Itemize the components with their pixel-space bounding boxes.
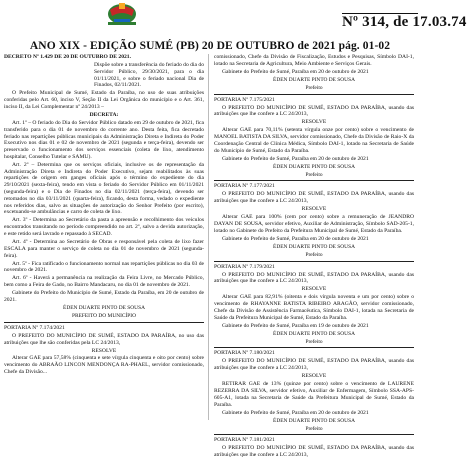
signatory-role: Prefeito [305,171,323,178]
signatory-name: ÉDEN DUARTE PINTO DE SOUSA [273,76,355,83]
continued-text: comissionado, Chefe da Divisão de Fiscalização, Estudos e Pesquisas, Símbolo DAI-1, lotado na Secretaria de Agricultura, Meio Ambiente e Serviços Gerais. [214,54,414,67]
decreto-ementa: Dispõe sobre a transferência do feriado do dia do Servidor Público, 29/30/2021, para o dia 01/11/2021, e sobre o feriado nacional Dia de Finados, 02/11/2021. [94,61,204,89]
gabinete-line: Gabinete do Prefeito de Sumé, Paraíba em 19 de outubro de 2021 [222,322,369,329]
decreta-heading: DECRETA: [89,111,119,118]
portaria-intro: O PREFEITO DO MUNICÍPIO DE SUMÉ, ESTADO DA PARAÍBA, usando das atribuições que lhe confere a LC 24/2013, [214,191,414,205]
portaria-intro: O PREFEITO DO MUNICÍPIO DE SUMÉ, ESTADO DA PARAÍBA, usando das atribuições que lhe confere a LC 24/2013, [214,445,414,459]
signatory-role: Prefeito [305,338,323,345]
signatory-name: ÉDEN DUARTE PINTO DE SOUSA [273,163,355,170]
signatory-name: ÉDEN DUARTE PINTO DE SOUSA [63,304,145,311]
signatory-role: Prefeito [305,251,323,258]
lei-number: Nº 314, de 17.03.74 [342,14,467,30]
decreto-title: DECRETO Nº 1.429 DE 20 DE OUTUBRO DE 2021. [4,54,131,60]
portaria-intro: O PREFEITO DO MUNICÍPIO DE SUMÉ, ESTADO DA PARAÍBA, usando das atribuições que lhe confere a LC 24/2013, [214,104,414,118]
lei-header-rule [342,0,418,14]
gabinete-line: Gabinete do Prefeito de Sumé, Paraíba em 20 de outubro de 2021 [222,68,369,75]
section-rule [4,322,204,323]
section-rule [214,261,414,262]
portaria-body: Alterar GAE para 70,11% (setenta vírgula onze por cento) sobre o vencimento de MANOEL BATISTA DA SILVA, servidor comissionado, Chefe da Divisão de Raio-X da Coordenação Central de Clínica Médica, Símbolo DAI-1, lotado na Secretaria de Saúde do Município de Sumé, Estado da Paraíba. [214,127,414,154]
signatory-name: ÉDEN DUARTE PINTO DE SOUSA [273,417,355,424]
portaria-resolve: RESOLVE [91,347,117,354]
article-4: Art. 4º - Determina ao Secretário de Obras e responsável pela coleta de lixo fazer ESCALA para manter o serviço de coleta no dia 01 de novembro de 2021 (segunda-feira). [4,239,204,259]
portaria-body: Alterar GAE para 100% (cem por cento) sobre a remuneração de JEANDRO DAYAN DE SOUSA, servidor efetivo, Auxiliar de Administração, Símbolo SAD-205-1, lotado no Gabinete do Prefeito da Prefeitura Municipal de Sumé, Estado da Paraíba. [214,214,414,234]
portaria-intro: O PREFEITO DO MUNICÍPIO DE SUMÉ, ESTADO DA PARAÍBA, usando das atribuições que lhe confere a LC 24/2013, [214,358,414,372]
section-rule [214,180,414,181]
portaria-body: Alterar GAE para 82,91% (oitenta e dois vírgula noventa e um por cento) sobre o vencimento de RHAYANNE BATISTA RIBEIRO ARAGÃO, servidor comissionado, Chefe da Divisão de Assistência Farmacêutica, Símbolo DAI-1, lotada na Secretaria de Saúde da Prefeitura Municipal de Sumé, Estado da Paraíba. [214,294,414,321]
column-divider [208,54,209,420]
portaria-resolve: RESOLVE [301,119,327,126]
portaria-title: PORTARIA Nº 7.181/2021 [214,437,275,444]
left-column [4,54,204,377]
section-rule [214,94,414,95]
portaria-title: PORTARIA Nº 7.179/2021 [214,263,275,270]
signatory-name: ÉDEN DUARTE PINTO DE SOUSA [273,243,355,250]
section-rule [214,347,414,348]
article-2: Art. 2º – Determina que os serviços oficiais, inclusive os de representação da Administração Direta e Indireta do Poder Executivo, sejam reabilitados às suas repartições de origem em ganges oficiais após o término do expediente do dia 29/10/2021 (sexta-feira), tendo em vista o feriado do Servidor Público em 01/11/2021 (segunda-feira) e o Dia de Finados no dia 02/11/2021 (terça-feira), devendo ser retomados no dia 03/11/2021 (quarta-feira), ficando, desta forma, vedado o expediente nos referidos dias, salvo as situações de autorização do Senhor Prefeito (por escrito), excetuando-se ambulâncias e carro de coleta de lixo. [4,161,204,216]
masthead [0,0,467,40]
portaria-title: PORTARIA Nº 7.177/2021 [214,183,275,190]
edition-line: ANO XIX - EDIÇÃO SUMÉ (PB) 20 DE OUTUBRO de 2021 pág. 01-02 [29,40,391,52]
signatory-role: Prefeito [305,425,323,432]
portaria-title: PORTARIA Nº 7.174/2021 [4,324,65,331]
municipal-coat-of-arms-logo [104,0,140,26]
article-6: Art. 6º - Haverá a permanência na realização da Feira Livre, no Mercado Público, bem como a Feira de Gado, no Bairro Mandacaru, no dia 01 de novembro de 2021. [4,275,204,289]
portaria-intro: O PREFEITO DO MUNICÍPIO DE SUMÉ, ESTADO DA PARAÍBA, no uso das atribuições que lhe são conferidas pela LC 24/2013, [4,332,204,346]
portaria-title: PORTARIA Nº 7.180/2021 [214,350,275,357]
portaria-resolve: RESOLVE [301,206,327,213]
gabinete-line: Gabinete do Prefeito de Sumé, Paraíba em 20 de outubro de 2021 [222,409,369,416]
gabinete-line: Gabinete do Prefeito de Sumé, Paraíba em 20 de outubro de 2021 [222,235,369,242]
section-rule [214,434,414,435]
signatory-role: PREFEITO DO MUNICÍPIO [72,312,136,319]
portaria-intro: O PREFEITO DO MUNICÍPIO DE SUMÉ, ESTADO DA PARAÍBA, usando das atribuições que lhe confere a LC 24/2013, [214,271,414,285]
article-5: Art. 5º - Fica ratificado o funcionamento normal nas repartições públicas no dia 03 de novembro de 2021. [4,260,205,274]
portaria-resolve: RESOLVE [301,286,327,293]
article-3: Art. 3º - Determina ao Secretário da pasta a apreensão e recolhimento dos veículos encontrados transitando no período compreendido no art. 2º, salvo a devida autorização, e este retido será lavrado e repassado à SECAD. [4,217,204,238]
right-column [214,54,414,460]
portaria-body: Alterar GAE para 57,58% (cinquenta e sete vírgula cinquenta e oito por cento) sobre vencimento do ABRAÃO LINCON MENDONÇA RA-PHAEL, servidor comissionado, Chefe da Divisão... [4,355,204,376]
signatory-name: ÉDEN DUARTE PINTO DE SOUSA [273,330,355,337]
portaria-title: PORTARIA Nº 7.175/2021 [214,96,275,103]
portaria-body: RETIRAR GAE de 13% (quinze por cento) sobre o vencimento de LAURENE REZERRA DA SILVA, servidor efetivo, Auxiliar de Enfermagem, Símbolo SSA-APS- 605-A1, lotada na Secretaria de Saúde da Prefeitura Municipal de Sumé, Estado da Paraíba. [214,381,414,408]
article-1: Art. 1º – O feriado do Dia do Servidor Público datado em 29 de outubro de 2021, fica transferido para o dia 01 de novembro do corrente ano. Desta feita, fica decretado feriado nas repartições públicas municipais da Administração Direta e Indireta do Poder Executivo nos dias 01 e 02 de novembro de 2021 (segunda e terça-feira), devendo ser preservado o funcionamento dos serviços essenciais (coleta de lixo, atendimento hospitalar, Conselho Tutelar e SAMU). [4,119,204,160]
signatory-role: Prefeito [305,84,323,91]
decreto-preambulo: O Prefeito Municipal de Sumé, Estado da Paraíba, no uso de suas atribuições conferidas pelo Art. 60, inciso V, Seção II da Lei Orgânica do município e o Art. 361, inciso II, da Lei Complementar nº 24/2013 – [4,90,204,110]
portaria-resolve: RESOLVE [301,373,327,380]
gabinete-line: Gabinete do Prefeito de Sumé, Paraíba em 20 de outubro de 2021 [222,155,369,162]
decreto-gabinete: Gabinete do Prefeito do Município de Sumé, Estado da Paraíba, em 20 de outubro de 2021. [4,290,204,303]
